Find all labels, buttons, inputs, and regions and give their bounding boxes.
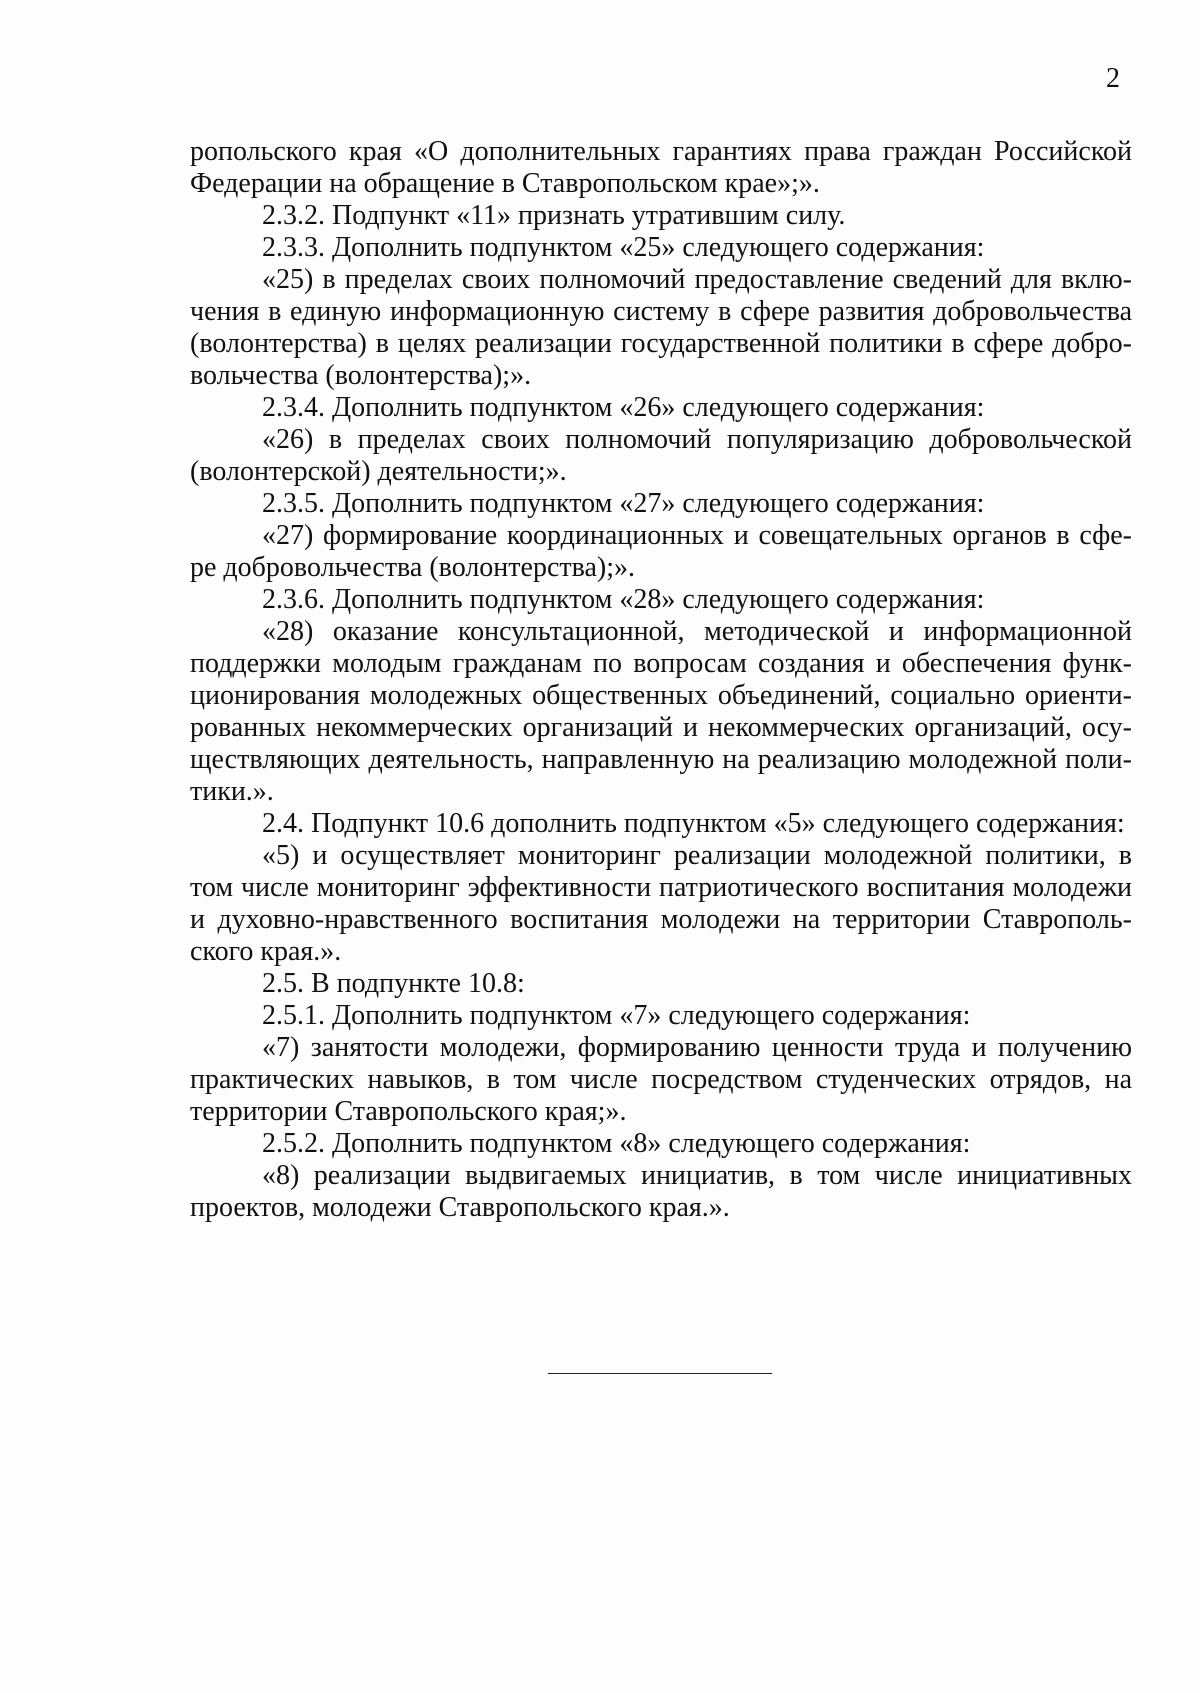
text-line: рованных некоммерческих организаций и некоммерческих организаций, осу- xyxy=(190,712,1132,743)
text-line: ционирования молодежных общественных объединений, социально ориенти- xyxy=(190,680,1132,711)
text-line: «5) и осуществляет мониторинг реализации молодежной политики, в xyxy=(262,840,1132,871)
text-line: ре добровольчества (волонтерства);». xyxy=(190,552,635,583)
text-line: (волонтерской) деятельности;». xyxy=(190,456,567,487)
text-line: 2.3.5. Дополнить подпунктом «27» следующего содержания: xyxy=(262,488,985,519)
text-line: 2.5.1. Дополнить подпунктом «7» следующего содержания: xyxy=(262,1000,971,1031)
text-line: ропольского края «О дополнительных гарантиях права граждан Российской xyxy=(190,136,1132,167)
text-line: «26) в пределах своих полномочий популяризацию добровольческой xyxy=(262,424,1132,455)
text-line: «8) реализации выдвигаемых инициатив, в том числе инициативных xyxy=(262,1160,1132,1191)
text-line: «28) оказание консультационной, методической и информационной xyxy=(262,616,1132,647)
document-body xyxy=(190,136,1132,1224)
text-line: 2.4. Подпункт 10.6 дополнить подпунктом «5» следующего содержания: xyxy=(262,808,1125,839)
text-line: том числе мониторинг эффективности патриотического воспитания молодежи xyxy=(190,872,1132,903)
text-line: «7) занятости молодежи, формированию ценности труда и получению xyxy=(262,1032,1132,1063)
end-rule xyxy=(548,1373,772,1374)
text-line: проектов, молодежи Ставропольского края.». xyxy=(190,1192,730,1223)
text-line: вольчества (волонтерства);». xyxy=(190,360,532,391)
text-line: поддержки молодым гражданам по вопросам создания и обеспечения функ- xyxy=(190,648,1132,679)
text-line: (волонтерства) в целях реализации государственной политики в сфере добро- xyxy=(190,328,1132,359)
text-line: тики.». xyxy=(190,776,274,807)
text-line: 2.3.3. Дополнить подпунктом «25» следующего содержания: xyxy=(262,232,985,263)
text-line: «25) в пределах своих полномочий предоставление сведений для вклю- xyxy=(262,264,1132,295)
text-line: 2.3.4. Дополнить подпунктом «26» следующего содержания: xyxy=(262,392,985,423)
text-line: чения в единую информационную систему в сфере развития добровольчества xyxy=(190,296,1132,327)
text-line: ского края.». xyxy=(190,936,342,967)
text-line: 2.5. В подпункте 10.8: xyxy=(262,968,525,999)
text-line: практических навыков, в том числе посредством студенческих отрядов, на xyxy=(190,1064,1132,1095)
text-line: 2.3.6. Дополнить подпунктом «28» следующего содержания: xyxy=(262,584,985,615)
page-number: 2 xyxy=(1106,63,1120,94)
text-line: «27) формирование координационных и совещательных органов в сфе- xyxy=(262,520,1132,551)
text-line: 2.3.2. Подпункт «11» признать утратившим силу. xyxy=(262,200,846,231)
text-line: 2.5.2. Дополнить подпунктом «8» следующего содержания: xyxy=(262,1128,971,1159)
text-line: ществляющих деятельность, направленную на реализацию молодежной поли- xyxy=(190,744,1132,775)
text-line: и духовно-нравственного воспитания молодежи на территории Ставрополь- xyxy=(190,904,1132,935)
text-line: Федерации на обращение в Ставропольском крае»;». xyxy=(190,168,820,199)
text-line: территории Ставропольского края;». xyxy=(190,1096,627,1127)
